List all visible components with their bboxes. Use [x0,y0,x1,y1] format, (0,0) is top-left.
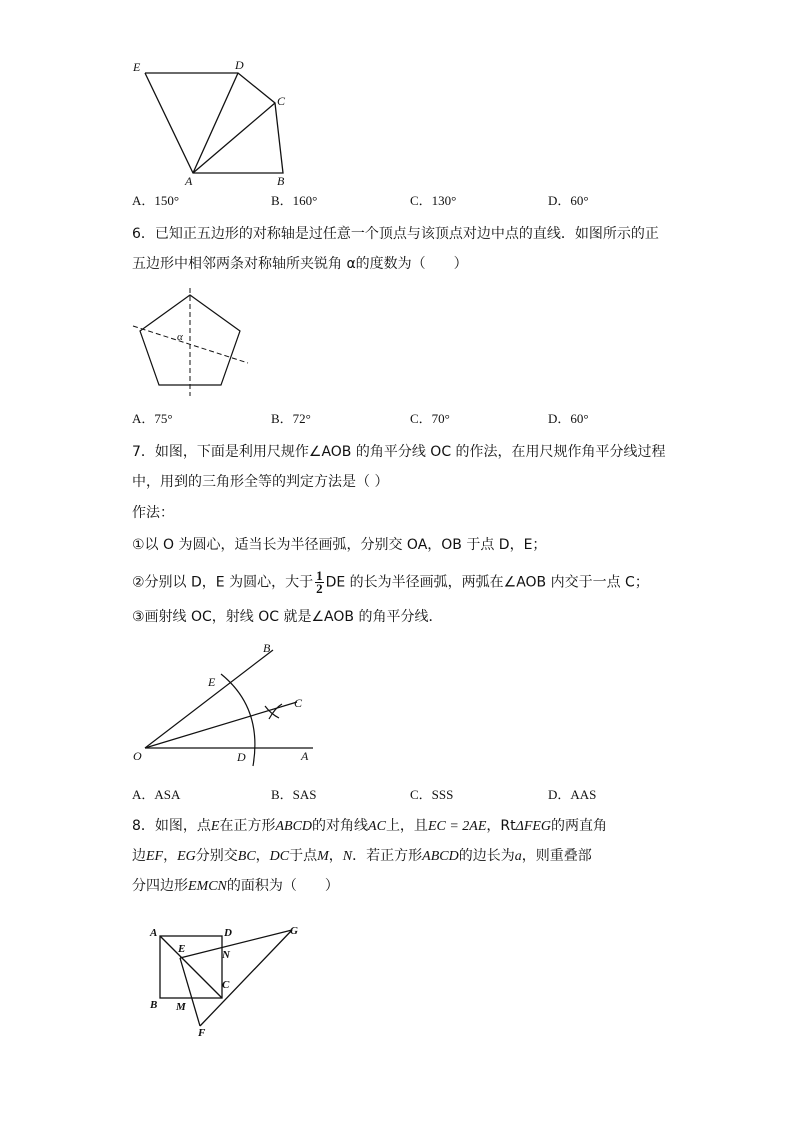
text-seg: 上，且 [385,818,428,834]
q7-option-c[interactable] [410,786,453,804]
leg-eg [180,930,292,958]
option-value: AAS [570,787,597,802]
option-letter: D． [548,787,571,802]
leg-ef [180,958,200,1026]
math-abcd: ABCD [422,849,459,864]
text-seg: ， [255,848,270,864]
option-letter: C． [410,193,432,208]
option-letter: A． [132,787,155,802]
text-seg: 的对角线 [312,818,369,834]
label-c: C [277,94,286,108]
label-g: G [290,925,298,937]
q8-stem-line3 [132,876,339,897]
option-letter: D． [548,411,571,426]
diagonal-ac [160,936,222,998]
label-d: D [237,750,246,764]
math-ec-eq-2ae: EC = 2AE [427,819,487,834]
step2-text-b: DE 的长为半径画弧，两弧在∠AOB 内交于一点 C； [325,574,649,591]
q7-method-title: 作法： [132,505,174,521]
q7-option-b[interactable] [271,786,317,804]
label-o: O [133,749,142,763]
q7-option-a[interactable] [132,786,180,804]
text-seg: ，则重叠部 [521,848,592,864]
option-value: 60° [570,193,589,208]
text-seg: ．若正方形 [352,848,423,864]
text-seg: ，Rt [486,818,516,834]
fraction-denominator: 2 [316,581,323,596]
q7-step3: ③画射线 OC，射线 OC 就是∠AOB 的角平分线． [132,609,443,625]
option-value: 70° [431,411,450,426]
label-f: F [198,1027,206,1039]
label-a: A [301,749,309,763]
math-dc: DC [269,849,290,864]
segment-ac [193,103,275,173]
q6-option-a[interactable] [132,410,173,428]
option-letter: D． [548,193,571,208]
q7-option-d[interactable] [548,786,596,804]
label-d: D [224,927,232,939]
option-value: 160° [292,193,318,208]
option-letter: B． [271,787,293,802]
label-e: E [208,675,216,689]
q7-stem-line1: 7．如图，下面是利用尺规作∠AOB 的角平分线 OC 的作法，在用尺规作角平分线过程 [132,444,666,460]
text-seg: ， [163,848,178,864]
q6-option-b[interactable] [271,410,311,428]
option-letter: C． [410,411,432,426]
label-e: E [178,943,186,955]
option-value: SAS [292,787,317,802]
alpha-label: α [177,331,183,343]
label-m: M [176,1001,186,1013]
math-emcn: EMCN [188,879,227,894]
label-n: N [222,949,230,961]
fraction-one-half [315,570,324,595]
q8-stem-line1 [132,816,607,837]
q5-option-a[interactable] [132,192,179,210]
text-seg: 的两直角 [551,818,608,834]
q6-stem-line1: 6．已知正五边形的对称轴是过任意一个顶点与该顶点对边中点的直线．如图所示的正 [132,226,659,242]
segment-ad [193,73,238,173]
math-triangle-feg: ΔFEG [515,819,552,834]
text-seg: 分四边形 [132,878,188,894]
text-seg: 于点 [289,848,318,864]
text-seg: 在正方形 [219,818,276,834]
text-seg: ， [328,848,343,864]
math-m: M [317,849,329,864]
math-e: E [210,819,220,834]
q8-stem-line2 [132,846,592,867]
option-value: SSS [431,787,454,802]
option-letter: C． [410,787,432,802]
q6-stem-line2: 五边形中相邻两条对称轴所夹锐角 α的度数为（ ） [132,256,468,272]
outline-polygon [145,73,283,173]
math-abcd: ABCD [275,819,313,834]
hypotenuse-fg [200,930,292,1026]
option-value: 150° [154,193,180,208]
label-c: C [222,979,230,991]
q7-stem-line2: 中，用到的三角形全等的判定方法是（ ） [132,474,389,490]
label-a: A [150,927,158,939]
label-d: D [235,58,244,72]
math-ac: AC [368,819,386,834]
math-n: N [342,849,353,864]
option-letter: B． [271,411,293,426]
q6-option-d[interactable] [548,410,589,428]
math-eg: EG [177,849,196,864]
text-seg: 8．如图，点 [132,818,211,834]
option-value: 72° [292,411,311,426]
option-value: 60° [570,411,589,426]
arc-c-2 [269,704,282,719]
label-e: E [133,60,141,74]
option-value: 75° [154,411,173,426]
label-b: B [263,641,271,655]
label-b: B [150,999,158,1011]
q5-option-b[interactable] [271,192,317,210]
text-seg: 边 [132,848,146,864]
figure-pentagon-triangles [125,55,305,190]
math-a: a [514,849,522,864]
q7-step2 [132,570,649,595]
text-seg: 的边长为 [458,848,515,864]
figure-regular-pentagon [125,288,255,398]
fraction-numerator: 1 [316,568,323,583]
ray-oc [145,702,297,748]
figure-square-triangle [140,918,310,1040]
q5-option-c[interactable] [410,192,456,210]
label-a: A [185,174,193,188]
math-bc: BC [237,849,256,864]
label-b: B [277,174,285,188]
label-c: C [294,696,303,710]
text-seg: 的面积为（ ） [226,878,339,894]
math-ef: EF [146,849,164,864]
option-value: 130° [431,193,457,208]
q7-step1: ①以 O 为圆心，适当长为半径画弧，分别交 OA，OB 于点 D，E； [132,537,547,553]
option-value: ASA [154,787,181,802]
step2-text-a: ②分别以 D，E 为圆心，大于 [132,574,314,591]
text-seg: 分别交 [195,848,238,864]
q6-option-c[interactable] [410,410,450,428]
option-letter: B． [271,193,293,208]
option-letter: A． [132,193,155,208]
q5-option-d[interactable] [548,192,589,210]
option-letter: A． [132,411,155,426]
figure-angle-bisector [125,638,325,768]
